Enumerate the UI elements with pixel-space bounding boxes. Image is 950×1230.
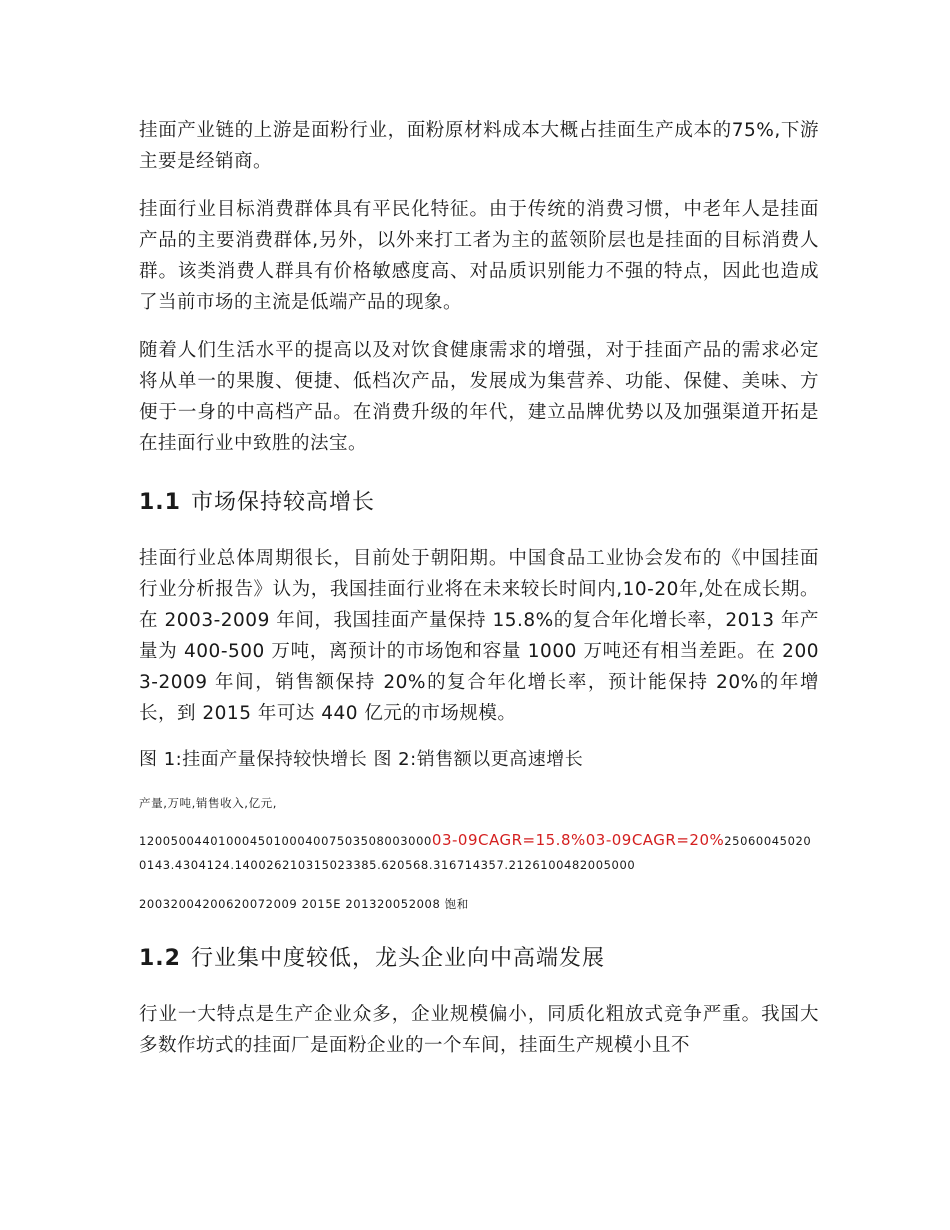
section-heading-1-2 bbox=[139, 943, 819, 975]
figure-data-line bbox=[139, 828, 819, 877]
paragraph-market-growth: 挂面行业总体周期很长，目前处于朝阳期。中国食品工业协会发布的《中国挂面行业分析报告》认为，我国挂面行业将在未来较长时间内,10-20年,处在成长期。在 2003-2009 年间，我国挂面产量保持 15.8%的复合年化增长率，2013 年产量为 400-500 万吨，离预计的市场饱和容量 1000 万吨还有相当差距。在 2003-2009 年间，销售额保持 20%的复合年化增长率，预计能保持 20%的年增长，到 2015 年可达 440 亿元的市场规模。 bbox=[139, 548, 819, 724]
figure-data-part2: 250600450200143.4304124.140026210315023385.620568.316714357.2126100482005000 bbox=[139, 834, 812, 872]
section-title: 行业集中度较低，龙头企业向中高端发展 bbox=[190, 946, 605, 971]
section-number: 1.2 bbox=[139, 946, 181, 971]
section-title: 市场保持较高增长 bbox=[190, 490, 375, 515]
paragraph-target-consumers: 挂面行业目标消费群体具有平民化特征。由于传统的消费习惯，中老年人是挂面产品的主要消费群体,另外，以外来打工者为主的蓝领阶层也是挂面的目标消费人群。该类消费人群具有价格敏感度高、对品质识别能力不强的特点，因此也造成了当前市场的主流是低端产品的现象。 bbox=[139, 199, 819, 313]
document-page bbox=[139, 115, 819, 1078]
paragraph-consumption-upgrade: 随着人们生活水平的提高以及对饮食健康需求的增强，对于挂面产品的需求必定将从单一的果腹、便捷、低档次产品，发展成为集营养、功能、保健、美味、方便于一身的中高档产品。在消费升级的年代，建立品牌优势以及加强渠道开拓是在挂面行业中致胜的法宝。 bbox=[139, 340, 819, 454]
paragraph-industry-concentration: 行业一大特点是生产企业众多，企业规模偏小，同质化粗放式竞争严重。我国大多数作坊式的挂面厂是面粉企业的一个车间，挂面生产规模小且不 bbox=[139, 1004, 819, 1056]
paragraph-industry-chain: 挂面产业链的上游是面粉行业，面粉原材料成本大概占挂面生产成本的75%,下游主要是经销商。 bbox=[139, 120, 819, 172]
section-heading-1-1 bbox=[139, 487, 819, 519]
figure-axis-units: 产量,万吨,销售收入,亿元, bbox=[139, 796, 278, 810]
figure-year-labels: 20032004200620072009 2015E 201320052008 饱和 bbox=[139, 897, 469, 911]
figure-caption: 图 1:挂面产量保持较快增长 图 2:销售额以更高速增长 bbox=[139, 749, 584, 770]
figure-data-part1: 1200500440100045010004007503508003000 bbox=[139, 834, 432, 848]
figure-cagr-label: 03-09CAGR=15.8%03-09CAGR=20% bbox=[431, 831, 725, 849]
figure-block bbox=[139, 746, 819, 915]
section-number: 1.1 bbox=[139, 490, 181, 515]
